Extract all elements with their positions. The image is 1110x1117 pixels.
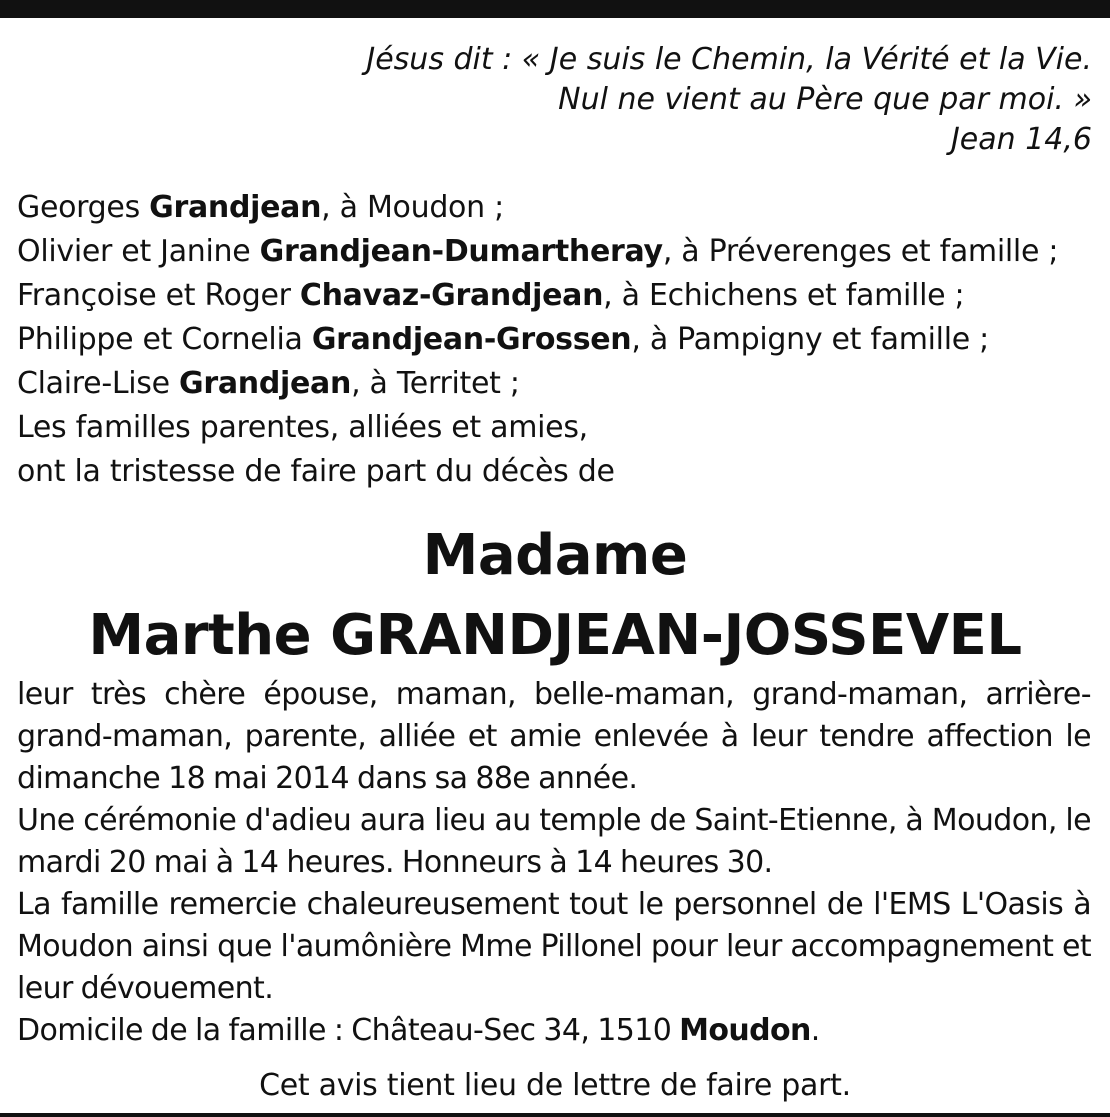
verse-line-2: Nul ne vient au Père que par moi. » bbox=[558, 82, 1092, 117]
tribute-paragraph: leur très chère épouse, maman, belle-maman, grand-maman, arrière-grand-maman, parente, alliée et amie enlevée à leur tendre affection le dimanche 18 mai 2014 dans sa 88e année. bbox=[17, 677, 1091, 796]
family-member-first-names: Georges bbox=[17, 190, 150, 225]
family-row bbox=[17, 274, 1058, 318]
thanks-paragraph: La famille remercie chaleureusement tout le personnel de l'EMS L'Oasis à Moudon ainsi que l'aumônière Mme Pillonel pour leur accompagnement et leur dévouement. bbox=[17, 887, 1091, 1006]
deceased-name: Marthe GRANDJEAN-JOSSEVEL bbox=[88, 603, 1022, 668]
family-row bbox=[17, 230, 1058, 274]
deceased-name-block bbox=[0, 516, 1110, 676]
family-surname: Chavaz-Grandjean bbox=[299, 278, 604, 313]
family-member-first-names: Olivier et Janine bbox=[17, 234, 260, 269]
relatives-line: Les familles parentes, alliées et amies, bbox=[17, 410, 588, 445]
family-row bbox=[17, 186, 1058, 230]
bible-verse bbox=[366, 40, 1092, 160]
family-residence: , à Territet ; bbox=[351, 366, 520, 401]
family-residence: , à Préverenges et famille ; bbox=[662, 234, 1059, 269]
family-surname: Grandjean-Dumartheray bbox=[259, 234, 663, 269]
family-residence: , à Moudon ; bbox=[321, 190, 504, 225]
family-member-first-names: Claire-Lise bbox=[17, 366, 180, 401]
domicile-address: Domicile de la famille : Château-Sec 34, 1510 bbox=[17, 1013, 680, 1048]
family-surname: Grandjean bbox=[149, 190, 322, 225]
closing-note: Cet avis tient lieu de lettre de faire part. bbox=[259, 1068, 851, 1103]
deceased-title: Madame bbox=[422, 523, 688, 588]
family-surname: Grandjean-Grossen bbox=[311, 322, 632, 357]
verse-line-1: Jésus dit : « Je suis le Chemin, la Vérité et la Vie. bbox=[366, 42, 1092, 77]
obituary-body bbox=[17, 674, 1091, 1052]
domicile-period: . bbox=[810, 1013, 820, 1048]
domicile-city: Moudon bbox=[679, 1013, 811, 1048]
family-row bbox=[17, 362, 1058, 406]
domicile-paragraph bbox=[17, 1010, 1091, 1052]
family-surname: Grandjean bbox=[179, 366, 352, 401]
top-rule bbox=[0, 0, 1110, 18]
family-residence: , à Pampigny et famille ; bbox=[631, 322, 989, 357]
family-list bbox=[17, 186, 1058, 494]
family-row bbox=[17, 318, 1058, 362]
family-residence: , à Echichens et famille ; bbox=[603, 278, 965, 313]
bottom-rule bbox=[0, 1113, 1110, 1117]
family-member-first-names: Françoise et Roger bbox=[17, 278, 300, 313]
family-member-first-names: Philippe et Cornelia bbox=[17, 322, 312, 357]
ceremony-paragraph: Une cérémonie d'adieu aura lieu au temple de Saint-Etienne, à Moudon, le mardi 20 mai à 14 heures. Honneurs à 14 heures 30. bbox=[17, 803, 1091, 880]
announcement-line: ont la tristesse de faire part du décès de bbox=[17, 454, 615, 489]
verse-reference: Jean 14,6 bbox=[950, 122, 1092, 157]
